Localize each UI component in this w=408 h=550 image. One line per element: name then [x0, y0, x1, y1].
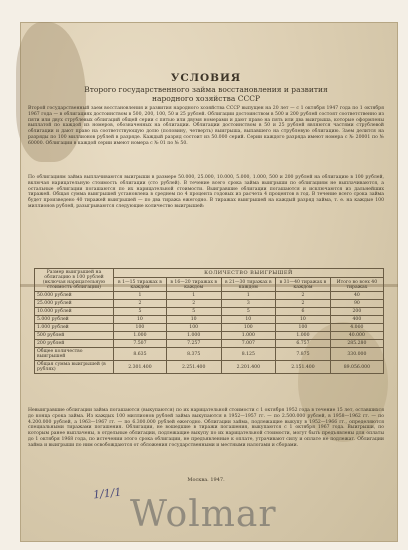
table-cell: 2.301.400 — [114, 361, 167, 374]
table-body — [35, 292, 384, 348]
table-cell: 100 — [276, 324, 331, 332]
table-row — [35, 308, 384, 316]
table-cell: 1.000 — [221, 332, 276, 340]
table-row — [35, 340, 384, 348]
table-cell: 10 — [221, 316, 276, 324]
subtitle-line-2: народного хозяйства СССР — [151, 94, 260, 103]
table-cell: 7.257 — [166, 340, 221, 348]
table-cell: 8.125 — [221, 348, 276, 361]
table-row-total-count — [35, 348, 384, 361]
table-cell: 1.000 — [276, 332, 331, 340]
table-row — [35, 292, 384, 300]
table-cell: 100 — [221, 324, 276, 332]
conditions-paragraph-3: Невыигравшие облигации займа погашаются (выкупаются) по их нарицательной стоимости с 1 октября 1952 года в течение 15 лет, оставшихся до конца срока займа. Из каждых 100 миллионов рублей займа выкупаются в 1952—1957 гг. — по 2.500.000 рублей, в 1958—1962 гг. — по 4.200.000 рублей, а 1963—1967 гг. — по 6.300.000 рублей ежегодно. Облигации займа, подлежащие выкупу в 1952—1966 гг., определяются специальными тиражами погашения. Облигации, не вошедшие в тиражи погашения, выкупаются с 1 октября 1967 года. Выигрыши, по которым ранее выплачены, в отдельные облигации, подлежащие выкупу по их нарицательной стоимости, могут быть предъявлены для оплаты до 1 октября 1968 года, по истечении этого срока облигации, не предъявленные к оплате, утрачивают силу и оплате не подлежат. Облигации займа и выигрыши по ним освобождаются от обложения государственными и местными налогами и сборами. — [28, 408, 384, 448]
table-cell: 10 — [114, 316, 167, 324]
row-label: 200 рублей — [35, 340, 114, 348]
document-subtitle — [28, 85, 384, 103]
row-label: 5.000 рублей — [35, 316, 114, 324]
table-cell: 100 — [166, 324, 221, 332]
row-label: 25.000 рублей — [35, 300, 114, 308]
wolmar-watermark: Wolmar — [130, 494, 277, 535]
table-cell: 3 — [221, 300, 276, 308]
table-cell: 10 — [276, 316, 331, 324]
table-cell: 2 — [114, 300, 167, 308]
table-cell: 5 — [114, 308, 167, 316]
table-cell: 1.000 — [114, 332, 167, 340]
column-header: в 31—40 тиражах в каждом — [276, 278, 331, 292]
table-header-group: КОЛИЧЕСТВО ВЫИГРЫШЕЙ — [114, 269, 384, 278]
winnings-table — [34, 268, 384, 374]
table-cell: 100 — [114, 324, 167, 332]
row-label: 500 рублей — [35, 332, 114, 340]
total-sum-label: Общая сумма выигрышей (в рублях) — [35, 361, 114, 374]
table-cell: 7.875 — [276, 348, 331, 361]
table-cell: 5 — [166, 308, 221, 316]
handwritten-mark: 1/1/1 — [92, 485, 123, 502]
table-row — [35, 332, 384, 340]
table-cell: 2.201.400 — [221, 361, 276, 374]
row-label: 10.000 рублей — [35, 308, 114, 316]
table-row — [35, 316, 384, 324]
column-header: в 21—30 тиражах в каждом — [221, 278, 276, 292]
table-cell: 8.375 — [166, 348, 221, 361]
table-cell: 2 — [276, 292, 331, 300]
table-cell: 330.000 — [330, 348, 383, 361]
table-cell: 6.757 — [276, 340, 331, 348]
conditions-paragraph-2: По облигациям займа выплачиваются выигрыши в размере 50.000, 25.000, 10.000, 5.000, 1.000, 500 и 200 рублей на облигацию в 100 рублей, включая нарицательную стоимость облигации (сто рублей). В течение всего срока займа выигрыши по облигациям не выплачиваются, а остальные облигации погашаются по их нарицательной стоимости. Выигравшие облигации погашаются и исключаются из дальнейших тиражей. Общая сумма выигрышей установлена в среднем по 4 процента годовых из расчета 4 процентов в год. В течение всего срока займа будет произведено 40 тиражей выигрышей — по два тиража ежегодно. В тиражах выигрышей на каждый разряд займа, т. е. на каждые 100 миллионов рублей, разыгрываются следующие количество выигрышей: — [28, 175, 384, 209]
column-header: в 16—20 тиражах в каждом — [166, 278, 221, 292]
table-cell: 6 — [276, 308, 331, 316]
table-header-left: Размер выигрышей на облигацию в 100 рублей (включая нарицательную стоимость облигации) — [35, 269, 114, 292]
table-row — [35, 324, 384, 332]
table-cell: 7.007 — [221, 340, 276, 348]
row-label: 1.000 рублей — [35, 324, 114, 332]
column-header: Итого во всех 40 тиражах — [330, 278, 383, 292]
table-cell: 1.000 — [166, 332, 221, 340]
table-cell: 200 — [330, 308, 383, 316]
total-count-label: Общее количество выигрышей — [35, 348, 114, 361]
table-cell: 10 — [166, 316, 221, 324]
table-cell: 90 — [330, 300, 383, 308]
table-cell: 5 — [221, 308, 276, 316]
document-title: УСЛОВИЯ — [170, 72, 242, 84]
conditions-paragraph-1: Второй государственный заем восстановления и развития народного хозяйства СССР выпущен на 20 лет — с 1 октября 1947 года по 1 октября 1967 года — в облигациях достоинством в 500, 200, 100, 50 и 25 рублей. Облигации достоинством в 500 и 200 рублей состоят соответственно из пяти или двух струблевых облигаций общей серии с пятью или двумя номерами и дают право на пять или два выигрыша, которые оформлены выплатой по каждой из номеров, обозначенных на облигации. Облигации достоинством в 50 и 25 рублей являются частями струблевой облигации и дают право на соответствующую долю (половину, четверть) выигрыша, выпавшего на струблевую облигацию. Заем делится на разряды по 100 миллионов рублей в разряде. Каждый разряд состоит из 50.000 серий. Серии каждого разряда имеют номера с № 20001 по № 60000. Облигации в каждой серии имеют номера с № 01 по № 50. — [28, 106, 384, 146]
table-cell: 1 — [166, 292, 221, 300]
table-cell: 2 — [166, 300, 221, 308]
table-cell: 89.056.000 — [330, 361, 383, 374]
table-cell: 40 — [330, 292, 383, 300]
table-cell: 2 — [276, 300, 331, 308]
table-cell: 7.507 — [114, 340, 167, 348]
table-cell: 2.251.400 — [166, 361, 221, 374]
table-row — [35, 300, 384, 308]
table-cell: 400 — [330, 316, 383, 324]
column-header: в 1—15 тиражах в каждом — [114, 278, 167, 292]
table-cell: 1 — [221, 292, 276, 300]
subtitle-line-1: Второго государственного займа восстановления и развития — [84, 85, 328, 94]
table-cell: 40.000 — [330, 332, 383, 340]
row-label: 50.000 рублей — [35, 292, 114, 300]
table-cell: 8.635 — [114, 348, 167, 361]
table-cell: 285.280 — [330, 340, 383, 348]
table-cell: 1 — [114, 292, 167, 300]
footer-date: Москва. 1947. — [187, 477, 225, 483]
table-cell: 4.000 — [330, 324, 383, 332]
table-cell: 2.151.400 — [276, 361, 331, 374]
table-row-total-sum — [35, 361, 384, 374]
